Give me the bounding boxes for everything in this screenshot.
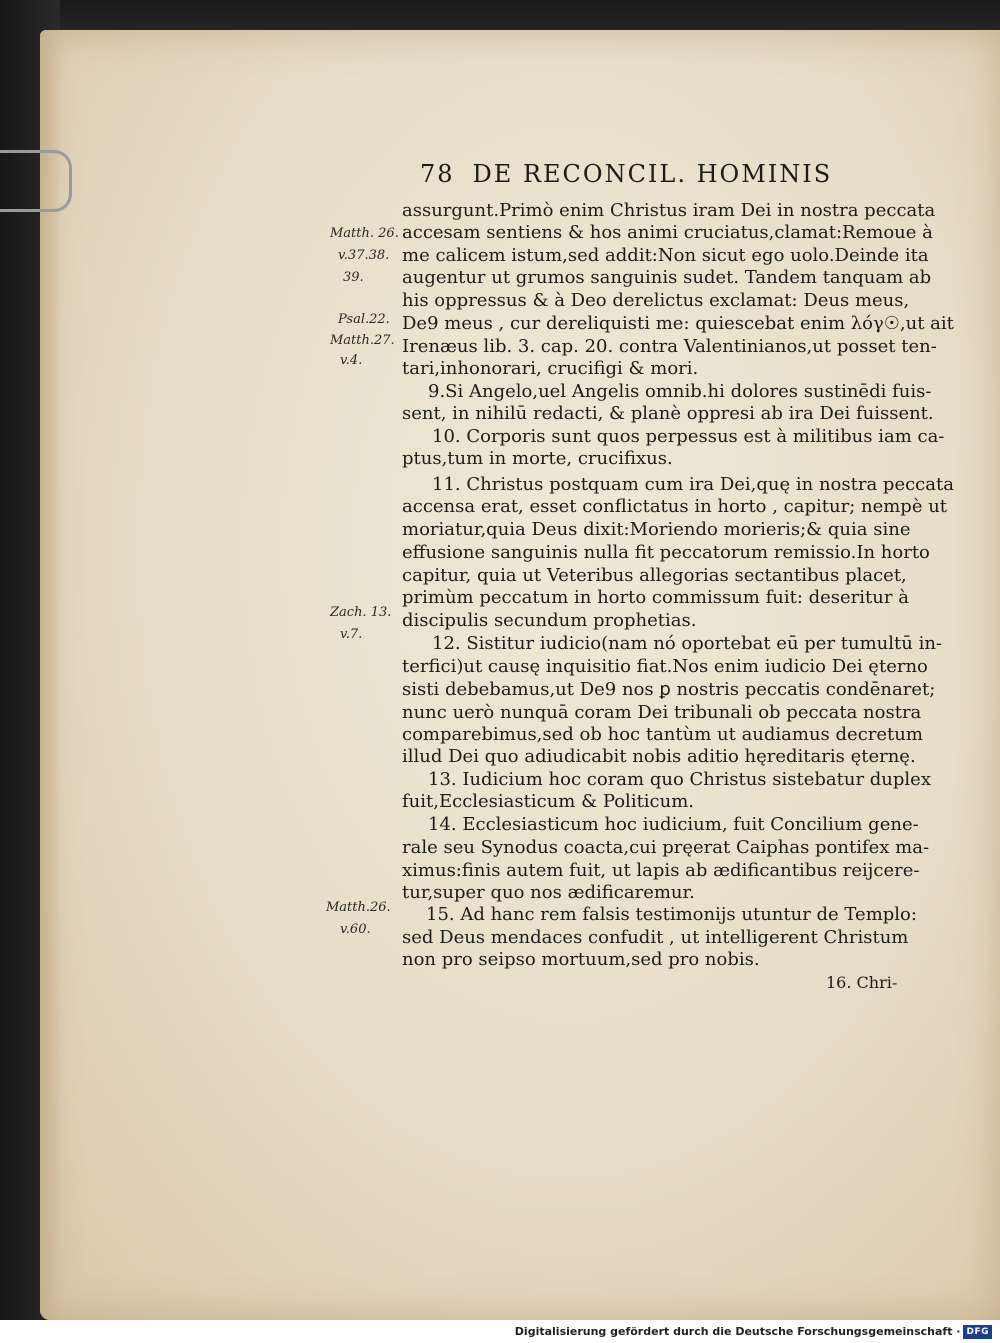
text-line: sisti debebamus,ut De9 nos ꝑ nostris peccatis condēnaret; — [402, 679, 936, 700]
text-line: 12. Sistitur iudicio(nam nó oportebat eū per tumultū in- — [432, 633, 942, 654]
margin-note: v.4. — [340, 353, 363, 368]
text-line: 9.Si Angelo,uel Angelis omnib.hi dolores sustinēdi fuis- — [428, 381, 932, 402]
margin-note: Zach. 13. — [330, 605, 392, 620]
page-number: 78 — [420, 160, 455, 188]
margin-note: v.37.38. — [338, 248, 390, 263]
text-line: nunc uerò nunquā coram Dei tribunali ob peccata nostra — [402, 702, 922, 723]
text-line: ptus,tum in morte, crucifixus. — [402, 448, 673, 469]
text-line: sent, in nihilū redacti, & planè oppresi ab ira Dei fuissent. — [402, 403, 934, 424]
text-line: tur,super quo nos ædificaremur. — [402, 882, 695, 903]
text-line: accensa erat, esset conflictatus in horto , capitur; nempè ut — [402, 496, 948, 517]
text-line: tari,inhonorari, crucifigi & mori. — [402, 358, 699, 379]
text-line: 11. Christus postquam cum ira Dei,quę in nostra peccata — [432, 474, 954, 495]
text-line: assurgunt.Primò enim Christus iram Dei in nostra peccata — [402, 200, 936, 221]
text-line: his oppressus & à Deo derelictus exclamat: Deus meus, — [402, 290, 910, 311]
margin-note: Matth.26. — [326, 900, 391, 915]
text-line: discipulis secundum prophetias. — [402, 610, 697, 631]
running-title: DE RECONCIL. HOMINIS — [472, 160, 833, 188]
margin-note: 39. — [343, 270, 364, 285]
text-line: accesam sentiens & hos animi cruciatus,clamat:Remoue à — [402, 222, 933, 243]
text-line: ximus:finis autem fuit, ut lapis ab ædificantibus reijcere- — [402, 860, 920, 881]
running-header — [420, 160, 890, 194]
text-line: sed Deus mendaces confudit , ut intelligerent Christum — [402, 927, 909, 948]
text-line: terfici)ut causę inquisitio fiat.Nos enim iudicio Dei ęterno — [402, 656, 928, 677]
text-line: 14. Ecclesiasticum hoc iudicium, fuit Concilium gene- — [428, 814, 919, 835]
margin-note: Psal.22. — [338, 312, 390, 327]
text-line: fuit,Ecclesiasticum & Politicum. — [402, 791, 695, 812]
text-line: non pro seipso mortuum,sed pro nobis. — [402, 949, 760, 970]
digitization-footer — [0, 1320, 1000, 1343]
dfg-logo: DFG — [963, 1325, 992, 1339]
text-line: comparebimus,sed ob hoc tantùm ut audiamus decretum — [402, 724, 923, 745]
margin-note: Matth. 26. — [330, 226, 399, 241]
text-line: rale seu Synodus coacta,cui pręerat Caiphas pontifex ma- — [402, 837, 930, 858]
text-line: 15. Ad hanc rem falsis testimonijs utuntur de Templo: — [426, 904, 917, 925]
margin-note: v.7. — [340, 627, 363, 642]
text-line: capitur, quia ut Veteribus allegorias sectantibus placet, — [402, 565, 907, 586]
text-line: illud Dei quo adiudicabit nobis aditio hęreditaris ęternę. — [402, 746, 916, 767]
text-line: 13. Iudicium hoc coram quo Christus sistebatur duplex — [428, 769, 931, 790]
page-clip — [0, 150, 72, 212]
catchword: 16. Chri- — [826, 973, 898, 992]
text-line: augentur ut grumos sanguinis sudet. Tandem tanquam ab — [402, 267, 932, 288]
text-line: De9 meus , cur dereliquisti me: quiescebat enim λόγ☉,ut ait — [402, 313, 954, 334]
margin-note: v.60. — [340, 922, 371, 937]
footer-separator: · — [952, 1325, 961, 1338]
text-line: me calicem istum,sed addit:Non sicut ego uolo.Deinde ita — [402, 245, 929, 266]
text-line: 10. Corporis sunt quos perpessus est à militibus iam ca- — [432, 426, 945, 447]
funding-credit: Digitalisierung gefördert durch die Deutsche Forschungsgemeinschaft — [514, 1325, 953, 1338]
text-line: primùm peccatum in horto commissum fuit: deseritur à — [402, 587, 909, 608]
text-line: effusione sanguinis nulla fit peccatorum remissio.In horto — [402, 542, 930, 563]
text-line: moriatur,quia Deus dixit:Moriendo morieris;& quia sine — [402, 519, 911, 540]
text-line: Irenæus lib. 3. cap. 20. contra Valentinianos,ut posset ten- — [402, 336, 937, 357]
margin-note: Matth.27. — [330, 333, 395, 348]
